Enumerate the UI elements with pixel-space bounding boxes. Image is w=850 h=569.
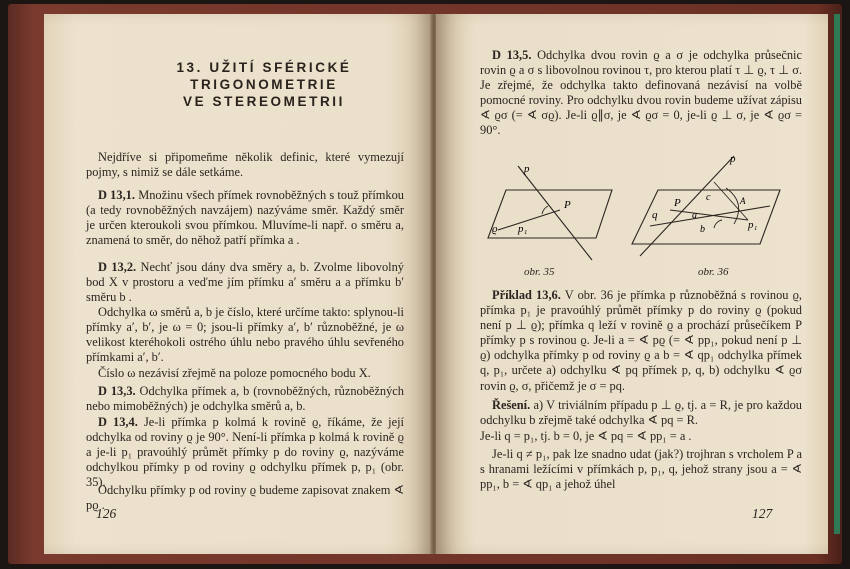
fig35-label-rho: ϱ <box>492 223 498 235</box>
definition-13-1 <box>86 188 404 248</box>
example-13-6 <box>480 288 802 394</box>
right-page <box>436 14 828 554</box>
fig36-label-a: a <box>692 210 697 221</box>
fig36-label-A: A <box>740 196 746 206</box>
line-p <box>640 156 734 256</box>
figure-35-caption: obr. 35 <box>524 266 555 278</box>
example-label: Příklad 13,6. <box>492 288 561 302</box>
fig35-label-P: P <box>564 199 571 211</box>
arc-c <box>726 188 739 224</box>
fig35-label-p1: p₁ <box>518 223 528 235</box>
left-page <box>44 14 432 554</box>
definition-13-2 <box>86 260 404 305</box>
definition-label: D 13,1. <box>98 188 135 202</box>
solution-text: a) V triviálním případu p ⊥ ϱ, tj. a = R, je pro každou odchylku b zřejmě také odchylka ∢ pq = R. <box>480 398 802 428</box>
definition-label: D 13,5. <box>492 48 532 62</box>
fig36-label-p1: p₁ <box>748 219 758 231</box>
fig36-label-p: p <box>730 153 736 165</box>
fig36-label-P: P <box>674 197 681 209</box>
solution-case-b-zero: Je-li q = p₁, tj. b = 0, je ∢ pq = ∢ pp₁ = a . <box>480 429 692 443</box>
definition-text: Množinu všech přímek rovnoběžných s touž přímkou (a tedy rovnoběžných navzájem) nazýváme směr. Každý směr je určen kteroukoli svou přímkou. Mluvíme-li např. o směru a, znamená to směr, do něhož patří přímka a . <box>86 188 404 248</box>
open-book <box>8 4 842 564</box>
angle-arc <box>542 206 548 214</box>
figure-35 <box>484 160 624 270</box>
bookmark-strip <box>834 14 840 534</box>
definition-label: D 13,3. <box>98 384 136 398</box>
solution-label: Řešení. <box>492 398 531 412</box>
definition-label: D 13,2. <box>98 260 137 274</box>
example-text: V obr. 36 je přímka p různoběžná s rovinou ϱ, přímka p₁ je pravoúhlý průmět přímky p do roviny ϱ (pokud není p ⊥ ϱ); přímka q leží v rovině ϱ a prochází průsečíkem P přímky p s rovinou ϱ. Je-li a = ∢ pϱ (= ∢ pp₁, pokud není p ⊥ ϱ) odchylka přímky p od roviny ϱ a b = ∢ qp₁ odchylka přímek q, p₁, určete a) odchylku ∢ pq přímek p, q, b) odchylku ∢ ϱσ rovin ϱ, σ, přičemž je σ = pq. <box>480 288 803 393</box>
figure-36-caption: obr. 36 <box>698 266 729 278</box>
page-number-right: 127 <box>752 506 773 521</box>
fig36-label-q: q <box>652 209 658 221</box>
definition-13-4-notation: Odchylku přímky p od roviny ϱ budeme zapisovat znakem ∢ pϱ . <box>86 483 404 513</box>
fig35-label-p: p <box>524 163 530 175</box>
chapter-heading <box>174 59 354 110</box>
arc-alpha <box>714 220 722 228</box>
definition-13-2-note: Číslo ω nezávisí zřejmě na poloze pomocného bodu X. <box>98 366 371 380</box>
figure-35-drawing <box>484 160 624 270</box>
definition-13-2-direction-angle: Odchylka ω směrů a, b je číslo, které určíme takto: splynou-li přímky a′, b′, je ω = 0; jsou-li přímky a′, b′ různoběžné, je ω velikost kteréhokoli ostrého úhlu nebo pravého úhlu sevřeného přímkami a′, b′. <box>86 305 404 365</box>
fig36-label-b: b <box>700 224 705 235</box>
definition-text: Odchylka přímek a, b (rovnoběžných, různoběžných nebo mimoběžných) je odchylka směrů a, b. <box>86 384 405 414</box>
solution-trihedron: Je-li q ≠ p₁, pak lze snadno udat (jak?) trojhran s vrcholem P a s hranami ležícími v přímkách p, p₁, q, jehož strany jsou a = ∢ pp₁, b = ∢ qp₁ a jehož úhel <box>480 447 802 492</box>
heading-line: 13. UŽITÍ SFÉRICKÉ <box>176 60 352 75</box>
definition-text: Je-li přímka p kolmá k rovině ϱ, říkáme, že její odchylka od roviny ϱ je 90°. Není-li přímka p kolmá k rovině ϱ a je-li p₁ pravoúhlý průmět přímky p do roviny ϱ, nazýváme odchylkou přímky p od roviny ϱ odchylku přímek p, p₁ (obr. 35). <box>86 415 404 490</box>
figure-36 <box>630 148 810 270</box>
definition-13-4 <box>86 415 404 490</box>
definition-text: Odchylka dvou rovin ϱ a σ je odchylka průsečnic rovin ϱ a σ s libovolnou rovinou τ, pro kterou platí τ ⊥ ϱ, τ ⊥ σ. Je zřejmé, že odchylka takto definovaná nezávisí na volbě pomocné roviny. Pro odchylku dvou rovin budeme užívat zápisu ∢ ϱσ (= ∢ σϱ). Je-li ϱ∥σ, je ∢ ϱσ = 0, je-li ϱ ⊥ σ, je ∢ ϱσ = 90°. <box>480 48 802 138</box>
page-number-left: 126 <box>96 506 117 521</box>
plane-rho <box>488 190 612 238</box>
heading-line: VE STEREOMETRII <box>182 94 346 109</box>
line-p <box>518 166 592 260</box>
intro-paragraph: Nejdříve si připomeňme několik definic, které vymezují pojmy, s nimiž se dále setkáme. <box>86 150 404 180</box>
figure-36-drawing <box>630 148 810 270</box>
definition-text: Nechť jsou dány dva směry a, b. Zvolme libovolný bod X v prostoru a veďme jím přímku a′ směru a a přímku b′ směru b . <box>86 260 405 305</box>
fig36-label-c: c <box>706 192 711 203</box>
definition-13-5 <box>480 48 802 139</box>
line-p1 <box>498 210 560 230</box>
solution-paragraph <box>480 398 802 428</box>
heading-line: TRIGONOMETRIE <box>190 77 338 92</box>
definition-13-3 <box>86 384 404 414</box>
definition-label: D 13,4. <box>98 415 138 429</box>
